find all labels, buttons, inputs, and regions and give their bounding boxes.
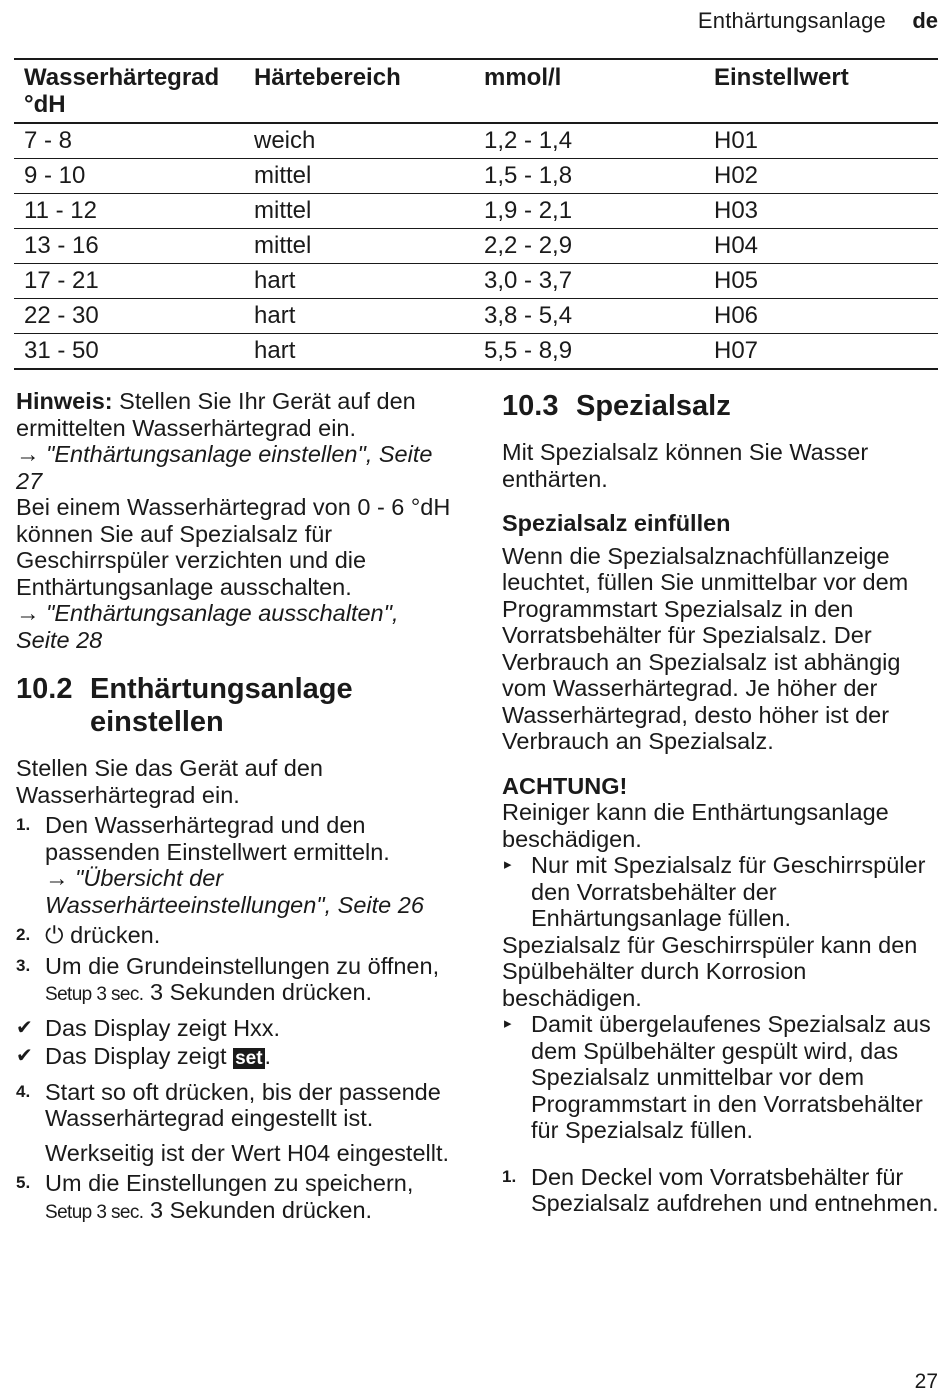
- step-text: Um die Einstellungen zu speichern,: [45, 1170, 414, 1196]
- table-row: [14, 229, 938, 264]
- bullet-triangle-icon: ▸: [504, 1015, 512, 1032]
- warning-text: Spezialsalz für Geschirrspüler kann den Spülbehälter durch Korrosion beschädigen.: [502, 931, 918, 1011]
- table-cell: 1,9 - 2,1: [474, 194, 704, 229]
- power-icon: ⏻: [45, 922, 64, 948]
- table-cell: 3,8 - 5,4: [474, 299, 704, 334]
- table-cell: H02: [704, 159, 938, 194]
- table-cell: hart: [244, 299, 474, 334]
- step-number: 2.: [16, 925, 31, 944]
- section-title: Enthärtungsanlage einstellen: [90, 673, 353, 738]
- section-intro: Mit Spezialsalz können Sie Wasser enthärten.: [502, 439, 869, 492]
- table-cell: H05: [704, 264, 938, 299]
- page-number: 27: [914, 1370, 938, 1393]
- display-set-label: set: [235, 1048, 263, 1069]
- step-number: 4.: [16, 1081, 31, 1101]
- step-text: so oft drücken, bis der passende Wasserhärtegrad eingestellt ist.: [45, 1078, 441, 1131]
- table-cell: 9 - 10: [14, 159, 244, 194]
- step-text: Den Wasserhärtegrad und den passenden Einstellwert ermitteln.: [45, 812, 390, 865]
- cross-reference-link[interactable]: → "Übersicht der Wasserhärteeinstellungen", Seite 26: [45, 865, 424, 918]
- table-row: [14, 299, 938, 334]
- step-text: drücken.: [63, 922, 161, 948]
- step-text: 3 Sekunden drücken.: [143, 979, 373, 1005]
- table-cell: weich: [244, 123, 474, 159]
- table-cell: 1,2 - 1,4: [474, 123, 704, 159]
- step-item: [16, 922, 456, 949]
- check-icon: ✔: [16, 1045, 33, 1067]
- step-number: 5.: [16, 1173, 31, 1192]
- table-cell: H01: [704, 123, 938, 159]
- table-cell: 7 - 8: [14, 123, 244, 159]
- section-title: Spezialsalz: [576, 390, 731, 422]
- table-cell: H03: [704, 194, 938, 229]
- result-text: .: [264, 1043, 272, 1069]
- table-header-cell: Einstellwert: [704, 59, 938, 123]
- table-cell: 13 - 16: [14, 229, 244, 264]
- table-cell: H06: [704, 299, 938, 334]
- start-key-label: Start: [45, 1078, 95, 1105]
- section-heading-10-3: [502, 390, 942, 423]
- table-cell: 11 - 12: [14, 194, 244, 229]
- water-hardness-table: [14, 58, 938, 370]
- table-header-cell: Wasserhärtegrad °dH: [14, 59, 244, 123]
- bullet-text: Damit übergelaufenes Spezialsalz aus dem Spülbehälter gespült wird, das Spezialsalz unmittelbar vor dem Programmstart in den Vorratsbehälter für Spezialsalz füllen.: [531, 1011, 931, 1143]
- section-number: 10.2: [16, 673, 73, 705]
- table-row: [14, 123, 938, 159]
- table-header-cell: mmol/l: [474, 59, 704, 123]
- step-number: 3.: [16, 955, 31, 975]
- table-header-row: [14, 59, 938, 123]
- left-column: [16, 388, 456, 1226]
- result-item: [16, 1015, 456, 1042]
- setup-key-label: Setup 3 sec.: [45, 1201, 144, 1223]
- step-text: Um die Grundeinstellungen zu öffnen,: [45, 952, 440, 979]
- step-number: 1.: [502, 1166, 517, 1186]
- table-cell: 1,5 - 1,8: [474, 159, 704, 194]
- step-text: 3 Sekunden drücken.: [143, 1196, 373, 1223]
- table-cell: 22 - 30: [14, 299, 244, 334]
- warning-text: Reiniger kann die Enthärtungsanlage beschädigen.: [502, 799, 889, 852]
- note-label: Hinweis:: [16, 388, 113, 414]
- body-paragraph: Wenn die Spezialsalznachfüllanzeige leuchtet, füllen Sie unmittelbar vor dem Programmstart Spezialsalz in den Vorratsbehälter für Spezialsalz. Der Verbrauch an Spezialsalz ist abhängig vom Wasserhärtegrad. Je höher der Wasserhärtegrad, desto höher ist der Verbrauch an Spezialsalz.: [502, 542, 909, 754]
- step-item: [16, 1079, 456, 1167]
- section-number: 10.3: [502, 390, 559, 422]
- note-paragraph: [16, 388, 456, 441]
- result-text: Das Display zeigt: [45, 1043, 234, 1069]
- cross-reference-link[interactable]: → "Enthärtungsanlage ausschalten", Seite 28: [16, 600, 399, 653]
- step-item: [502, 1164, 942, 1217]
- cross-reference-link[interactable]: → "Enthärtungsanlage einstellen", Seite 27: [16, 441, 433, 494]
- table-row: [14, 334, 938, 370]
- table-cell: 2,2 - 2,9: [474, 229, 704, 264]
- section-intro: Stellen Sie das Gerät auf den Wasserhärtegrad ein.: [16, 755, 324, 808]
- result-text: Das Display zeigt Hxx.: [45, 1014, 281, 1041]
- note-paragraph-2: Bei einem Wasserhärtegrad von 0 - 6 °dH können Sie auf Spezialsalz für Geschirrspüler verzichten und die Enthärtungsanlage ausschalten.: [16, 494, 451, 600]
- step-text: Den Deckel vom Vorratsbehälter für Spezialsalz aufdrehen und entnehmen.: [531, 1163, 939, 1216]
- bullet-triangle-icon: ▸: [504, 856, 512, 873]
- bullet-item: [502, 852, 942, 932]
- result-item: [16, 1043, 456, 1073]
- table-header-cell: Härtebereich: [244, 59, 474, 123]
- subsection-title: Spezialsalz einfüllen: [502, 510, 731, 536]
- header-section-title: Enthärtungsanlage: [697, 8, 886, 33]
- right-column: [502, 388, 942, 1217]
- table-cell: 5,5 - 8,9: [474, 334, 704, 370]
- table-cell: 3,0 - 3,7: [474, 264, 704, 299]
- bullet-item: [502, 1011, 942, 1144]
- step-item: [16, 1170, 456, 1226]
- warning-title: ACHTUNG!: [502, 772, 628, 799]
- table-row: [14, 159, 938, 194]
- table-cell: mittel: [244, 229, 474, 264]
- table-cell: hart: [244, 334, 474, 370]
- table-cell: H04: [704, 229, 938, 264]
- table-cell: mittel: [244, 194, 474, 229]
- table-cell: mittel: [244, 159, 474, 194]
- table-row: [14, 194, 938, 229]
- step-item: [16, 812, 456, 918]
- step-item: [16, 953, 456, 1009]
- table-cell: hart: [244, 264, 474, 299]
- step-number: 1.: [16, 815, 31, 834]
- table-row: [14, 264, 938, 299]
- table-cell: H07: [704, 334, 938, 370]
- header-language: de: [912, 8, 938, 33]
- bullet-text: Nur mit Spezialsalz für Geschirrspüler den Vorratsbehälter der Enhärtungsanlage füllen.: [531, 852, 926, 931]
- setup-key-label: Setup 3 sec.: [45, 984, 144, 1005]
- note-text: Stellen Sie Ihr Gerät auf den ermittelten Wasserhärtegrad ein.: [16, 388, 416, 441]
- table-cell: 31 - 50: [14, 334, 244, 370]
- check-icon: ✔: [16, 1016, 33, 1039]
- section-heading-10-2: [16, 673, 456, 739]
- table-cell: 17 - 21: [14, 264, 244, 299]
- step-note: Werkseitig ist der Wert H04 eingestellt.: [45, 1139, 450, 1166]
